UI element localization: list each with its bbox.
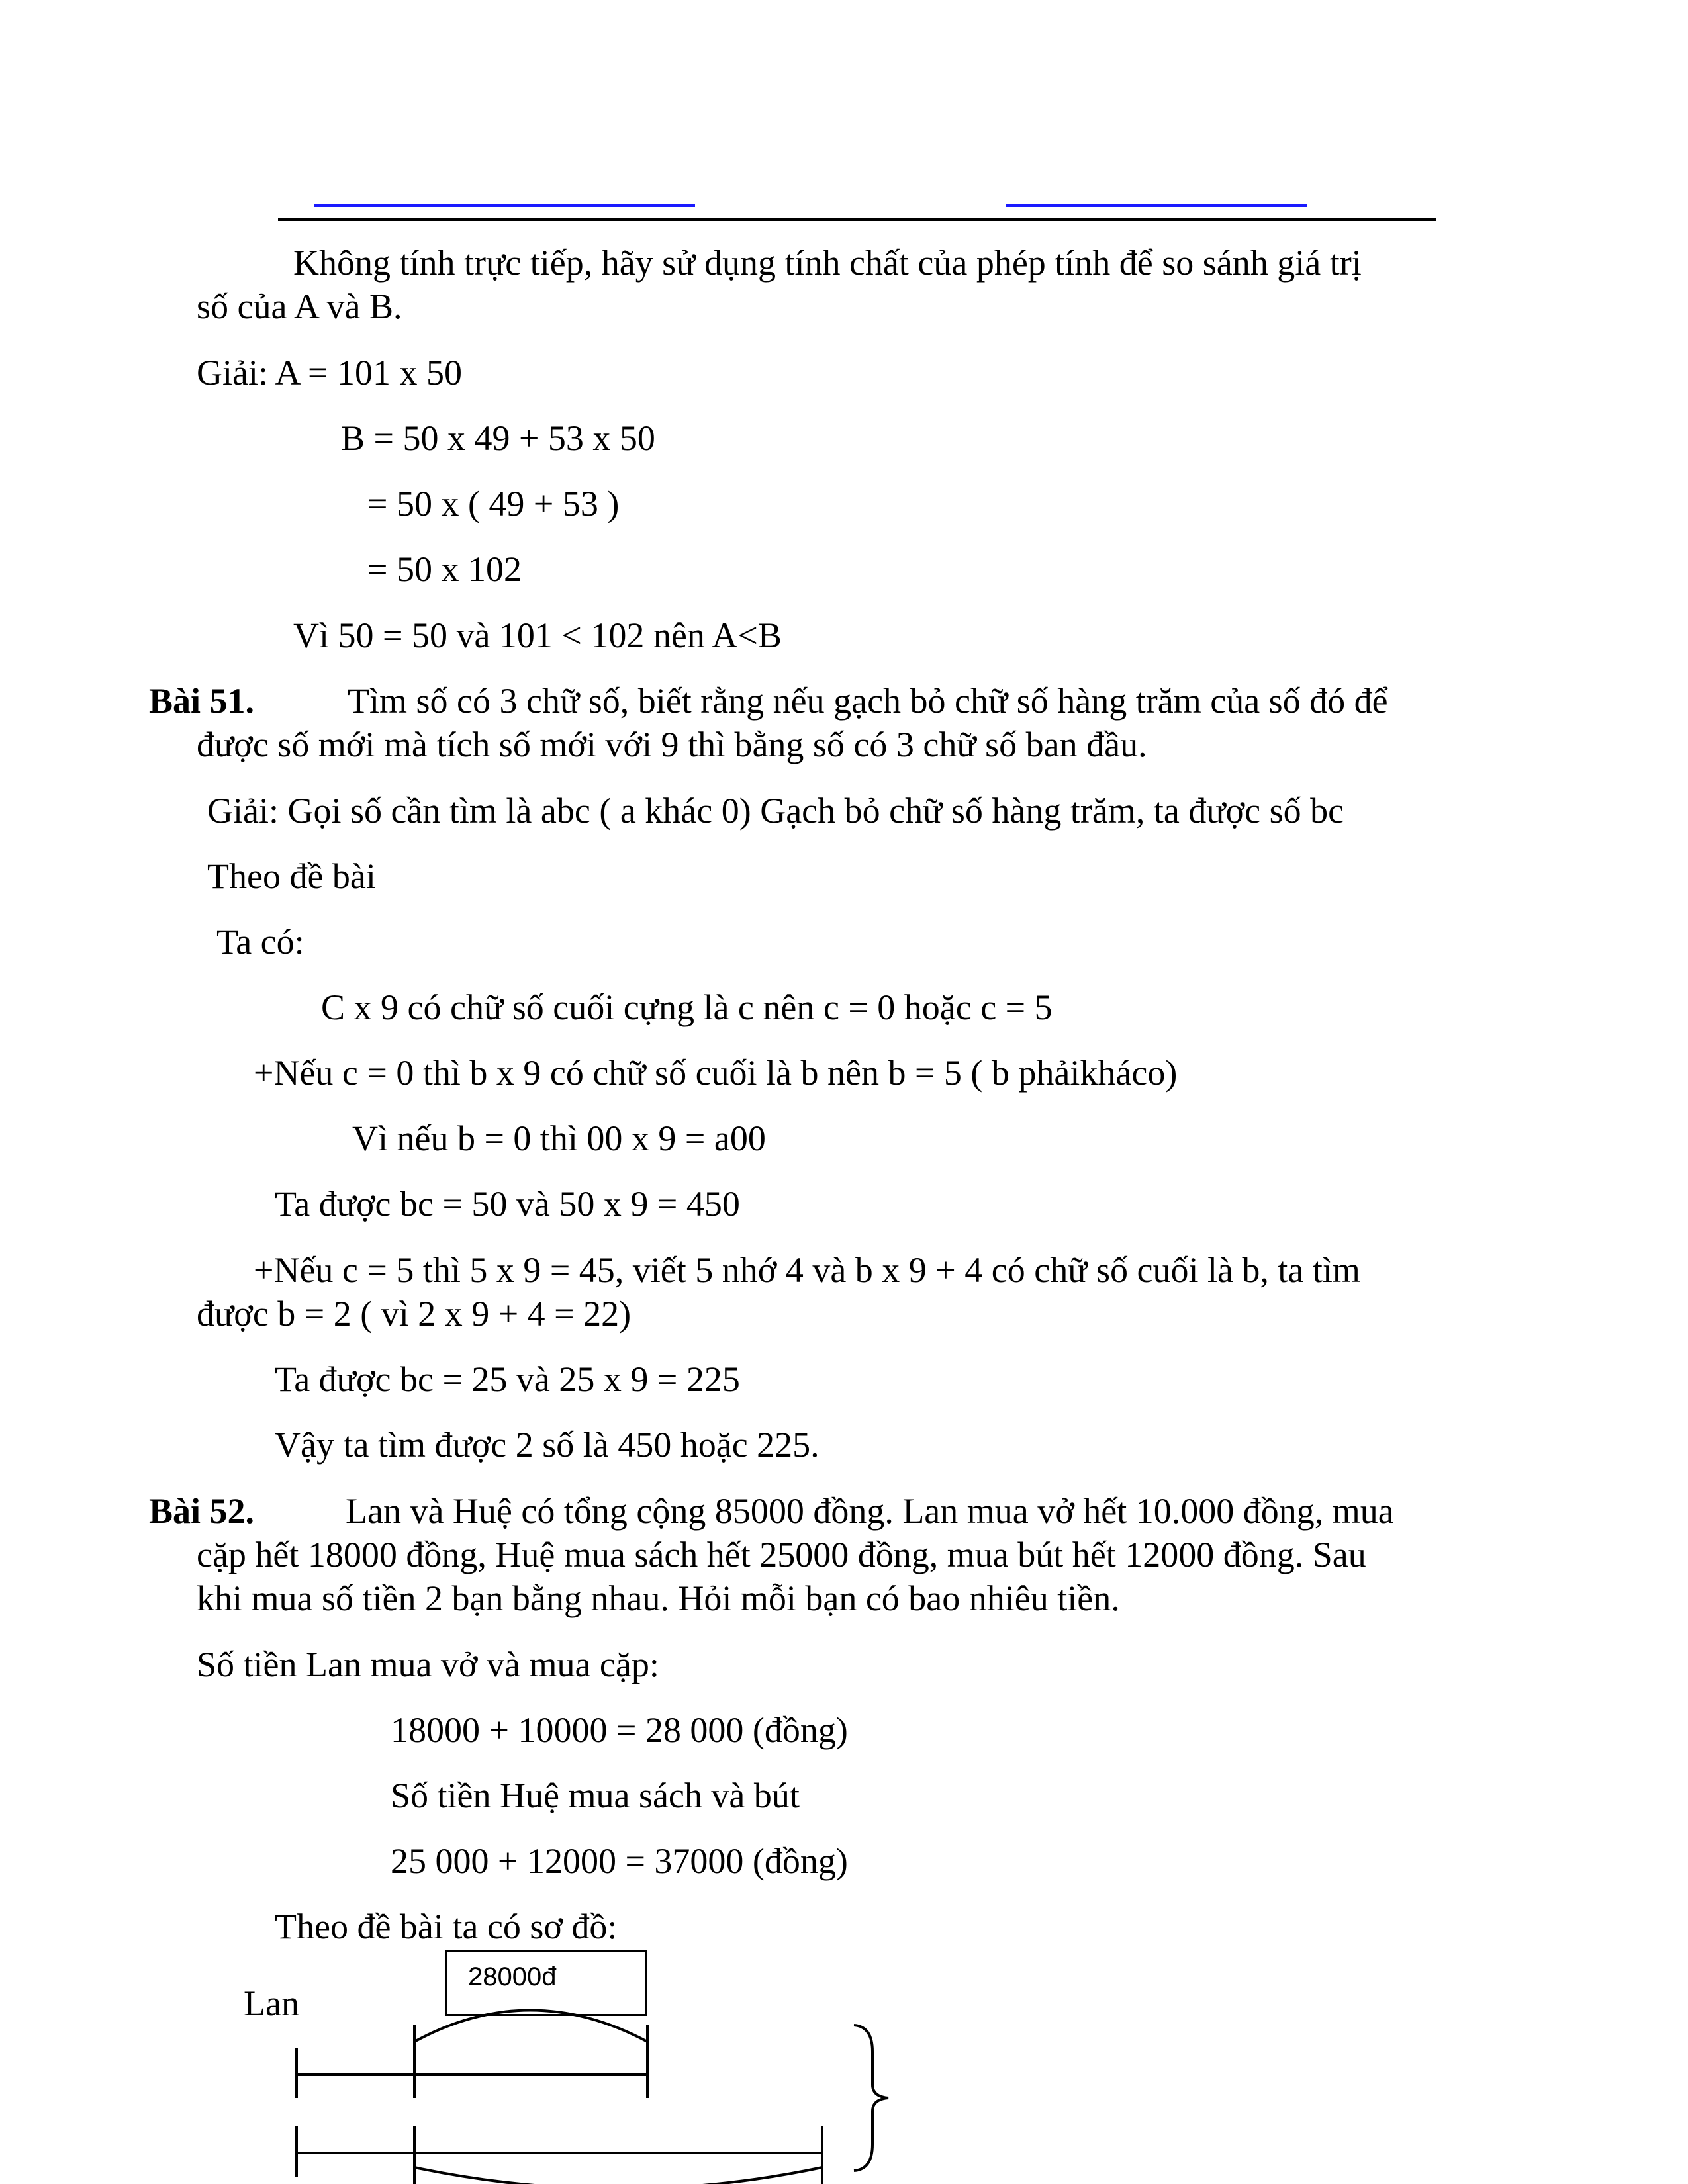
p50-conclusion: Vì 50 = 50 và 101 < 102 nên A<B [293, 615, 782, 655]
p52-label: Bài 52. [149, 1491, 255, 1531]
diagram-lan-label: Lan [244, 1983, 299, 2023]
p50-intro-line2: số của A và B. [197, 287, 402, 326]
p51-sol8a: +Nếu c = 5 thì 5 x 9 = 45, viết 5 nhớ 4 và b x 9 + 4 có chữ số cuối là b, ta tìm [254, 1250, 1360, 1290]
p50-intro-line1: Không tính trực tiếp, hãy sử dụng tính chất của phép tính để so sánh giá trị [293, 243, 1362, 283]
diagram-28000-box: 28000đ [445, 1950, 647, 2016]
p52-sol3: Số tiền Huệ mua sách và bút [391, 1776, 800, 1815]
p51-label: Bài 51. [149, 681, 255, 721]
p51-sol1: Giải: Gọi số cần tìm là abc ( a khác 0) Gạch bỏ chữ số hàng trăm, ta được số bc [207, 791, 1344, 831]
p51-sol2: Theo đề bài [207, 856, 376, 896]
p50-sol-a: Giải: A = 101 x 50 [197, 353, 462, 392]
p52-sol1: Số tiền Lan mua vở và mua cặp: [197, 1645, 659, 1684]
p51-sol8b: được b = 2 ( vì 2 x 9 + 4 = 22) [197, 1294, 632, 1334]
p51-sol9: Ta được bc = 25 và 25 x 9 = 225 [275, 1359, 740, 1399]
p50-sol-b1: B = 50 x 49 + 53 x 50 [341, 418, 655, 458]
p52-stmt-line3: khi mua số tiền 2 bạn bằng nhau. Hỏi mỗi bạn có bao nhiêu tiền. [197, 1578, 1120, 1618]
total-brace [854, 2025, 888, 2171]
p52-stmt-line1: Lan và Huệ có tổng cộng 85000 đồng. Lan mua vở hết 10.000 đồng, mua [346, 1491, 1394, 1531]
p51-stmt-line1: Tìm số có 3 chữ số, biết rằng nếu gạch bỏ chữ số hàng trăm của số đó để [348, 681, 1388, 721]
p51-stmt-line2: được số mới mà tích số mới với 9 thì bằng số có 3 chữ số ban đầu. [197, 725, 1147, 764]
p51-sol5: +Nếu c = 0 thì b x 9 có chữ số cuối là b nên b = 5 ( b phảikháco) [254, 1053, 1178, 1093]
p52-sol2: 18000 + 10000 = 28 000 (đồng) [391, 1710, 848, 1750]
p51-sol7: Ta được bc = 50 và 50 x 9 = 450 [275, 1184, 740, 1224]
p50-sol-b3: = 50 x 102 [367, 549, 522, 589]
p50-sol-b2: = 50 x ( 49 + 53 ) [367, 484, 620, 523]
p52-stmt-line2: cặp hết 18000 đồng, Huệ mua sách hết 25000 đồng, mua bút hết 12000 đồng. Sau [197, 1535, 1366, 1574]
lan-28000-arc [414, 2011, 647, 2042]
hue-37000-arc [414, 2167, 822, 2184]
p51-sol6: Vì nếu b = 0 thì 00 x 9 = a00 [352, 1118, 766, 1158]
p51-sol10: Vậy ta tìm được 2 số là 450 hoặc 225. [275, 1425, 820, 1465]
p52-sol4: 25 000 + 12000 = 37000 (đồng) [391, 1841, 848, 1881]
p51-sol3: Ta có: [216, 922, 305, 962]
p51-sol4: C x 9 có chữ số cuối cựng là c nên c = 0 hoặc c = 5 [321, 987, 1053, 1027]
p52-sol5: Theo đề bài ta có sơ đồ: [275, 1907, 618, 1946]
